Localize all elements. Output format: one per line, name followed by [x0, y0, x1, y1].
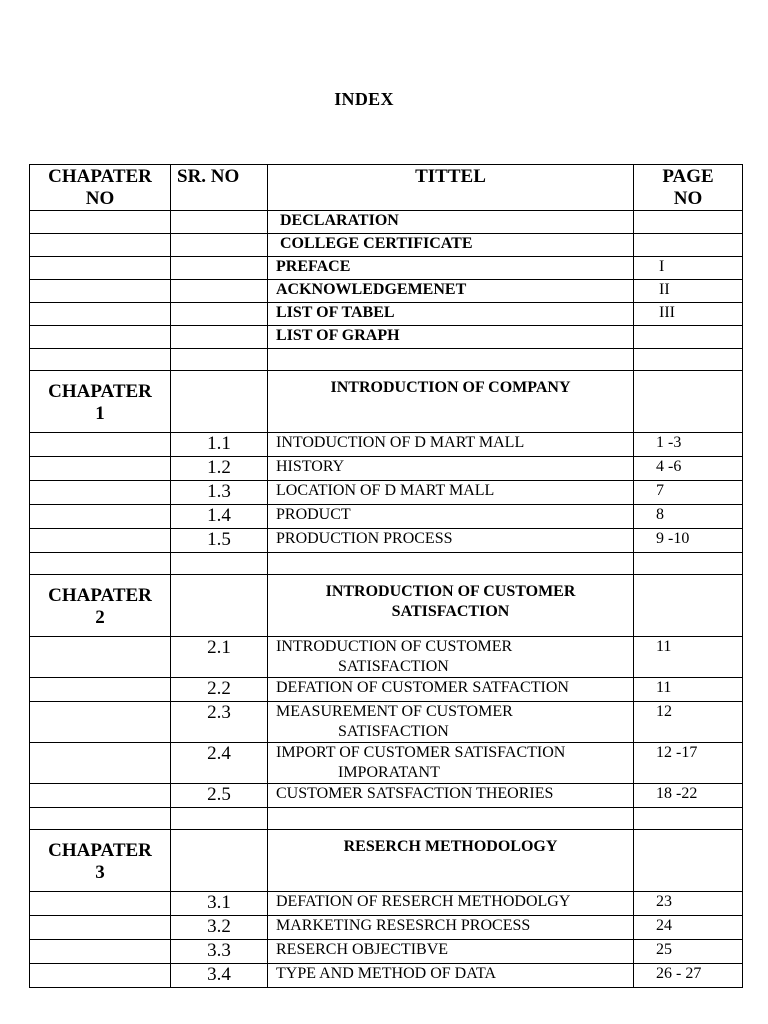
section-title: DEFATION OF CUSTOMER SATFACTION — [276, 679, 569, 696]
empty-cell — [30, 326, 171, 349]
front-matter-row — [30, 280, 743, 303]
section-row — [30, 784, 743, 808]
section-row — [30, 940, 743, 964]
chapter-row — [30, 830, 743, 892]
section-page: 11 — [634, 637, 743, 678]
section-number: 1.3 — [171, 481, 268, 505]
front-matter-page — [634, 234, 743, 257]
section-row — [30, 964, 743, 988]
empty-cell — [171, 553, 268, 575]
empty-cell — [30, 234, 171, 257]
chapter-title: INTRODUCTION OF CUSTOMER SATISFACTION — [268, 575, 634, 637]
section-title-cell — [268, 481, 634, 505]
section-page: 12 — [634, 702, 743, 743]
front-matter-title: LIST OF TABEL — [268, 303, 634, 326]
section-row — [30, 892, 743, 916]
front-matter-row — [30, 326, 743, 349]
empty-cell — [30, 457, 171, 481]
section-page: 12 -17 — [634, 743, 743, 784]
section-number: 1.4 — [171, 505, 268, 529]
section-page: 8 — [634, 505, 743, 529]
section-page: 26 - 27 — [634, 964, 743, 988]
front-matter-title: PREFACE — [268, 257, 634, 280]
section-title-cell — [268, 433, 634, 457]
section-title-cell — [268, 505, 634, 529]
front-matter-row — [30, 303, 743, 326]
empty-cell — [634, 575, 743, 637]
section-page: 18 -22 — [634, 784, 743, 808]
empty-cell — [30, 303, 171, 326]
section-row — [30, 529, 743, 553]
section-title-continued: SATISFACTION — [338, 723, 449, 740]
empty-cell — [171, 257, 268, 280]
section-number: 2.3 — [171, 702, 268, 743]
section-page: 7 — [634, 481, 743, 505]
header-title: TITTEL — [268, 165, 634, 211]
section-title: DEFATION OF RESERCH METHODOLGY — [276, 893, 571, 910]
section-title: TYPE AND METHOD OF DATA — [276, 965, 497, 982]
empty-cell — [30, 505, 171, 529]
section-row — [30, 481, 743, 505]
section-row — [30, 505, 743, 529]
front-matter-row — [30, 257, 743, 280]
empty-cell — [30, 529, 171, 553]
spacer-row — [30, 553, 743, 575]
header-sr-no: SR. NO — [171, 165, 268, 211]
empty-cell — [30, 964, 171, 988]
empty-cell — [634, 349, 743, 371]
section-number: 3.3 — [171, 940, 268, 964]
section-number: 2.1 — [171, 637, 268, 678]
section-number: 3.4 — [171, 964, 268, 988]
section-title-continued: SATISFACTION — [338, 658, 449, 675]
front-matter-page: I — [634, 257, 743, 280]
empty-cell — [268, 808, 634, 830]
empty-cell — [634, 553, 743, 575]
section-number: 1.1 — [171, 433, 268, 457]
section-page: 25 — [634, 940, 743, 964]
empty-cell — [171, 280, 268, 303]
empty-cell — [171, 303, 268, 326]
empty-cell — [30, 211, 171, 234]
section-title-cell — [268, 678, 634, 702]
header-chapter: CHAPATER NO — [30, 165, 171, 211]
section-number: 3.2 — [171, 916, 268, 940]
chapter-label: CHAPATER 1 — [30, 371, 171, 433]
chapter-row — [30, 371, 743, 433]
section-page: 11 — [634, 678, 743, 702]
empty-cell — [30, 808, 171, 830]
empty-cell — [171, 349, 268, 371]
empty-cell — [30, 940, 171, 964]
section-row — [30, 457, 743, 481]
section-title-cell — [268, 940, 634, 964]
section-row — [30, 916, 743, 940]
section-title-cell — [268, 529, 634, 553]
section-number: 2.5 — [171, 784, 268, 808]
section-title: LOCATION OF D MART MALL — [276, 482, 495, 499]
section-page: 24 — [634, 916, 743, 940]
front-matter-title: COLLEGE CERTIFICATE — [268, 234, 634, 257]
section-row — [30, 433, 743, 457]
section-row — [30, 743, 743, 784]
section-title: PRODUCT — [276, 506, 351, 523]
section-page: 9 -10 — [634, 529, 743, 553]
section-title-cell — [268, 964, 634, 988]
empty-cell — [30, 481, 171, 505]
section-title-continued: IMPORATANT — [338, 764, 440, 781]
empty-cell — [30, 743, 171, 784]
spacer-row — [30, 808, 743, 830]
empty-cell — [634, 830, 743, 892]
front-matter-title: ACKNOWLEDGEMENET — [268, 280, 634, 303]
section-number: 1.5 — [171, 529, 268, 553]
chapter-label: CHAPATER 3 — [30, 830, 171, 892]
empty-cell — [634, 808, 743, 830]
section-row — [30, 678, 743, 702]
section-number: 2.4 — [171, 743, 268, 784]
empty-cell — [30, 433, 171, 457]
spacer-row — [30, 349, 743, 371]
empty-cell — [30, 257, 171, 280]
section-title-cell — [268, 637, 634, 678]
front-matter-page — [634, 211, 743, 234]
front-matter-title: LIST OF GRAPH — [268, 326, 634, 349]
front-matter-row — [30, 234, 743, 257]
front-matter-page — [634, 326, 743, 349]
section-title: MEASUREMENT OF CUSTOMER — [276, 703, 513, 720]
section-title-cell — [268, 457, 634, 481]
section-title: IMPORT OF CUSTOMER SATISFACTION — [276, 744, 566, 761]
index-table-body — [30, 165, 743, 988]
section-page: 1 -3 — [634, 433, 743, 457]
empty-cell — [171, 234, 268, 257]
empty-cell — [171, 326, 268, 349]
section-number: 1.2 — [171, 457, 268, 481]
empty-cell — [268, 553, 634, 575]
empty-cell — [30, 553, 171, 575]
empty-cell — [30, 280, 171, 303]
empty-cell — [634, 371, 743, 433]
section-title: INTODUCTION OF D MART MALL — [276, 434, 525, 451]
section-title: PRODUCTION PROCESS — [276, 530, 453, 547]
section-title-cell — [268, 702, 634, 743]
section-number: 3.1 — [171, 892, 268, 916]
section-title-cell — [268, 784, 634, 808]
header-page-no: PAGE NO — [634, 165, 743, 211]
section-page: 23 — [634, 892, 743, 916]
index-table — [29, 164, 743, 988]
empty-cell — [171, 371, 268, 433]
empty-cell — [171, 575, 268, 637]
section-page: 4 -6 — [634, 457, 743, 481]
section-title: RESERCH OBJECTIBVE — [276, 941, 449, 958]
section-title: HISTORY — [276, 458, 345, 475]
chapter-row — [30, 575, 743, 637]
empty-cell — [30, 349, 171, 371]
section-title: INTRODUCTION OF CUSTOMER — [276, 638, 513, 655]
empty-cell — [30, 702, 171, 743]
empty-cell — [268, 349, 634, 371]
front-matter-page: III — [634, 303, 743, 326]
empty-cell — [171, 830, 268, 892]
header-row — [30, 165, 743, 211]
empty-cell — [30, 678, 171, 702]
section-title-cell — [268, 743, 634, 784]
chapter-title: INTRODUCTION OF COMPANY — [268, 371, 634, 433]
empty-cell — [171, 211, 268, 234]
section-title: MARKETING RESESRCH PROCESS — [276, 917, 531, 934]
chapter-label: CHAPATER 2 — [30, 575, 171, 637]
section-row — [30, 637, 743, 678]
empty-cell — [30, 916, 171, 940]
empty-cell — [30, 784, 171, 808]
section-title-cell — [268, 892, 634, 916]
section-title-cell — [268, 916, 634, 940]
document-title: INDEX — [334, 89, 394, 109]
empty-cell — [30, 892, 171, 916]
empty-cell — [171, 808, 268, 830]
section-number: 2.2 — [171, 678, 268, 702]
section-row — [30, 702, 743, 743]
front-matter-title: DECLARATION — [268, 211, 634, 234]
front-matter-row — [30, 211, 743, 234]
chapter-title: RESERCH METHODOLOGY — [268, 830, 634, 892]
section-title: CUSTOMER SATSFACTION THEORIES — [276, 785, 554, 802]
front-matter-page: II — [634, 280, 743, 303]
empty-cell — [30, 637, 171, 678]
